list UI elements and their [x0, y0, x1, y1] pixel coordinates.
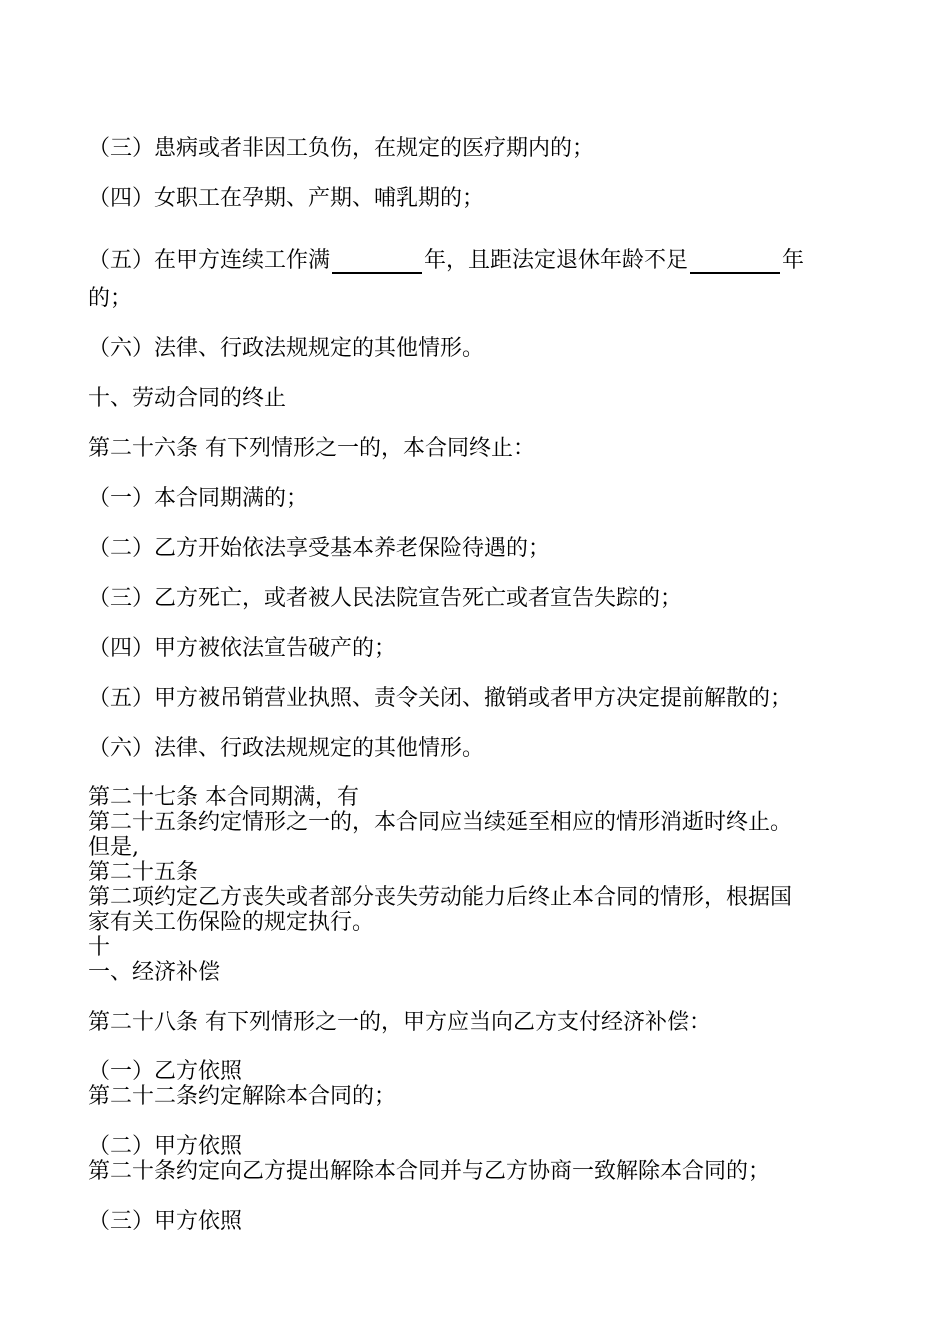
section-heading-11-part-1: 十	[88, 935, 111, 960]
article-26-item-2: （二）乙方开始依法享受基本养老保险待遇的；	[88, 536, 551, 561]
clause-item-5-text-c: 年	[782, 248, 805, 273]
article-27-line-5: 第二项约定乙方丧失或者部分丧失劳动能力后终止本合同的情形，根据国	[88, 885, 793, 910]
clause-item-6-other: （六）法律、行政法规规定的其他情形。	[88, 336, 485, 361]
article-27-line-2: 第二十五条约定情形之一的，本合同应当续延至相应的情形消逝时终止。	[88, 810, 793, 835]
section-heading-11-part-2: 一、经济补偿	[88, 960, 221, 985]
article-26-heading: 第二十六条 有下列情形之一的，本合同终止：	[88, 436, 535, 461]
clause-item-5-text-b: 年，且距法定退休年龄不足	[424, 248, 689, 273]
article-26-item-4: （四）甲方被依法宣告破产的；	[88, 636, 397, 661]
article-26-item-3: （三）乙方死亡，或者被人民法院宣告死亡或者宣告失踪的；	[88, 586, 683, 611]
clause-item-5-text-a: （五）在甲方连续工作满	[88, 248, 331, 273]
article-28-item-3-part-1: （三）甲方依照	[88, 1209, 243, 1234]
article-27-line-4: 第二十五条	[88, 860, 199, 885]
blank-years-to-retirement	[690, 252, 780, 274]
article-28-item-1-part-1: （一）乙方依照	[88, 1059, 243, 1084]
blank-years-worked	[332, 252, 422, 274]
article-27-line-3: 但是,	[88, 835, 139, 860]
article-28-item-2-part-1: （二）甲方依照	[88, 1134, 243, 1159]
clause-item-3-illness: （三）患病或者非因工负伤，在规定的医疗期内的；	[88, 136, 595, 161]
clause-item-5-service-years	[88, 248, 804, 274]
article-26-item-5: （五）甲方被吊销营业执照、责令关闭、撤销或者甲方决定提前解散的；	[88, 686, 793, 711]
article-28-item-2-part-2: 第二十条约定向乙方提出解除本合同并与乙方协商一致解除本合同的；	[88, 1159, 771, 1184]
article-26-item-6: （六）法律、行政法规规定的其他情形。	[88, 736, 485, 761]
article-27-line-1: 第二十七条 本合同期满，有	[88, 785, 359, 810]
article-26-item-1: （一）本合同期满的；	[88, 486, 309, 511]
article-28-item-1-part-2: 第二十二条约定解除本合同的；	[88, 1084, 397, 1109]
article-28-heading: 第二十八条 有下列情形之一的，甲方应当向乙方支付经济补偿：	[88, 1010, 711, 1035]
article-27-line-6: 家有关工伤保险的规定执行。	[88, 910, 375, 935]
clause-item-5-continuation: 的；	[88, 286, 133, 311]
clause-item-4-pregnancy: （四）女职工在孕期、产期、哺乳期的；	[88, 186, 485, 211]
section-heading-termination: 十、劳动合同的终止	[88, 386, 287, 411]
